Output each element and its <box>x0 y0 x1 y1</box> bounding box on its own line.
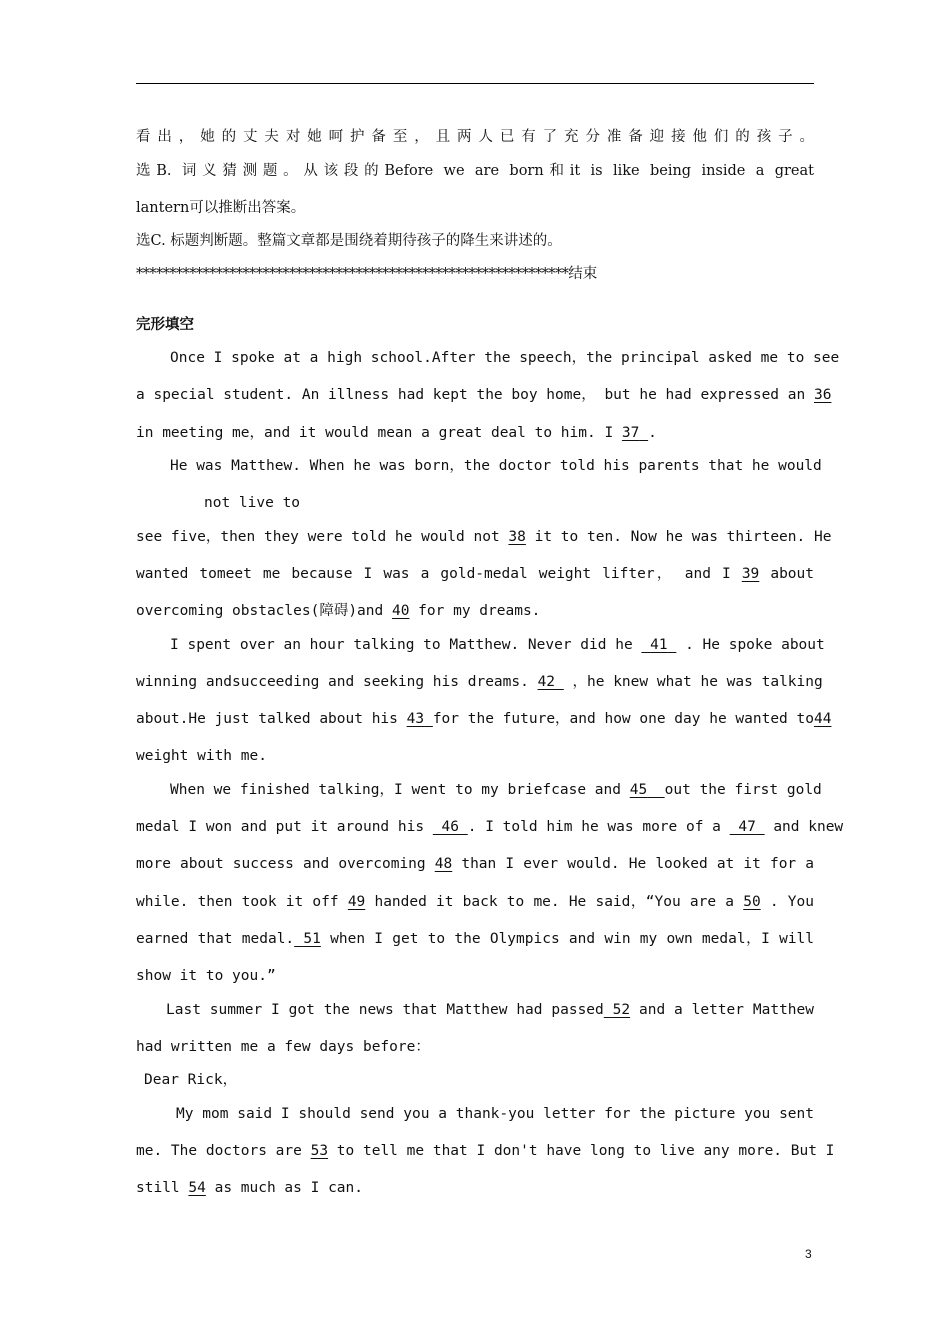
passage-line: not live to <box>204 495 301 511</box>
passage-line: about.He just talked about his 43 for the future，and how one day he wanted to44 <box>136 711 832 727</box>
end-stars: ***************************************************************** <box>136 266 569 282</box>
passage-line: a special student. An illness had kept the boy home， but he had expressed an 36 <box>136 387 832 403</box>
blank-42: 42 <box>537 674 556 690</box>
end-word: 结束 <box>568 266 598 282</box>
passage-line: me. The doctors are 53 to tell me that I don't have long to live any more. But I <box>136 1143 835 1159</box>
answer-line-4: 选C. 标题判断题。整篇文章都是围绕着期待孩子的降生来讲述的。 <box>136 233 562 249</box>
passage-line: in meeting me，and it would mean a great deal to him. I 37 . <box>136 425 657 441</box>
passage-line: I spent over an hour talking to Matthew. Never did he 41 . He spoke about <box>170 637 825 653</box>
blank-36: 36 <box>813 387 832 403</box>
blank-52: 52 <box>612 1002 631 1018</box>
blank-44: 44 <box>813 711 832 727</box>
letter-greeting: Dear Rick， <box>144 1072 238 1088</box>
page-number: 3 <box>805 1247 812 1261</box>
blank-53: 53 <box>310 1143 329 1159</box>
passage-line: winning andsucceeding and seeking his dreams. 42 ，he knew what he was talking <box>136 674 823 690</box>
blank-47: 47 <box>738 819 756 835</box>
blank-38: 38 <box>508 529 526 545</box>
passage-line: see five，then they were told he would not 38 it to ten. Now he was thirteen. He <box>136 529 832 545</box>
blank-40: 40 <box>391 603 410 619</box>
blank-41: 41 <box>650 637 668 653</box>
passage-line: Once I spoke at a high school.After the speech，the principal asked me to see <box>170 350 840 366</box>
blank-39: 39 <box>741 566 760 582</box>
passage-line: medal I won and put it around his 46 . I told him he was more of a 47 and knew <box>136 819 844 835</box>
blank-48: 48 <box>434 856 453 872</box>
passage-line: more about success and overcoming 48 than I ever would. He looked at it for a <box>136 856 815 872</box>
blank-54: 54 <box>188 1180 206 1196</box>
answer-line-2: 选B. 词义猜测题。从该段的Before we are born和it is like being inside a great <box>136 163 814 179</box>
section-title: 完形填空 <box>136 317 194 333</box>
passage-line: while. then took it off 49 handed it back to me. He said，“You are a 50 . You <box>136 894 814 910</box>
passage-line: overcoming obstacles(障碍)and 40 for my dreams. <box>136 603 541 619</box>
passage-line: My mom said I should send you a thank-you letter for the picture you sent <box>176 1106 814 1122</box>
passage-line: wanted tomeet me because I was a gold-medal weight lifter， and I 39 about <box>136 566 814 582</box>
passage-line: had written me a few days before： <box>136 1039 430 1055</box>
blank-46: 46 <box>441 819 460 835</box>
blank-37: 37 <box>621 425 640 441</box>
passage-line: He was Matthew. When he was born，the doctor told his parents that he would <box>170 458 822 474</box>
blank-50: 50 <box>743 894 761 910</box>
blank-51: 51 <box>303 931 321 947</box>
passage-line: When we finished talking，I went to my briefcase and 45 out the first gold <box>170 782 822 798</box>
passage-line: still 54 as much as I can. <box>136 1180 363 1196</box>
header-rule <box>136 83 814 84</box>
passage-line: earned that medal. 51 when I get to the Olympics and win my own medal，I will <box>136 931 815 947</box>
blank-43: 43 <box>406 711 425 727</box>
passage-line: weight with me. <box>136 748 267 764</box>
passage-line: show it to you.” <box>136 968 276 984</box>
passage-line: Last summer I got the news that Matthew had passed 52 and a letter Matthew <box>166 1002 814 1018</box>
answer-line-1: 看出，她的丈夫对她呵护备至，且两人已有了充分准备迎接他们的孩子。 <box>136 129 814 145</box>
blank-45: 45 <box>629 782 648 798</box>
answer-line-3: lantern可以推断出答案。 <box>136 200 306 216</box>
end-marker <box>136 264 814 284</box>
blank-49: 49 <box>347 894 366 910</box>
